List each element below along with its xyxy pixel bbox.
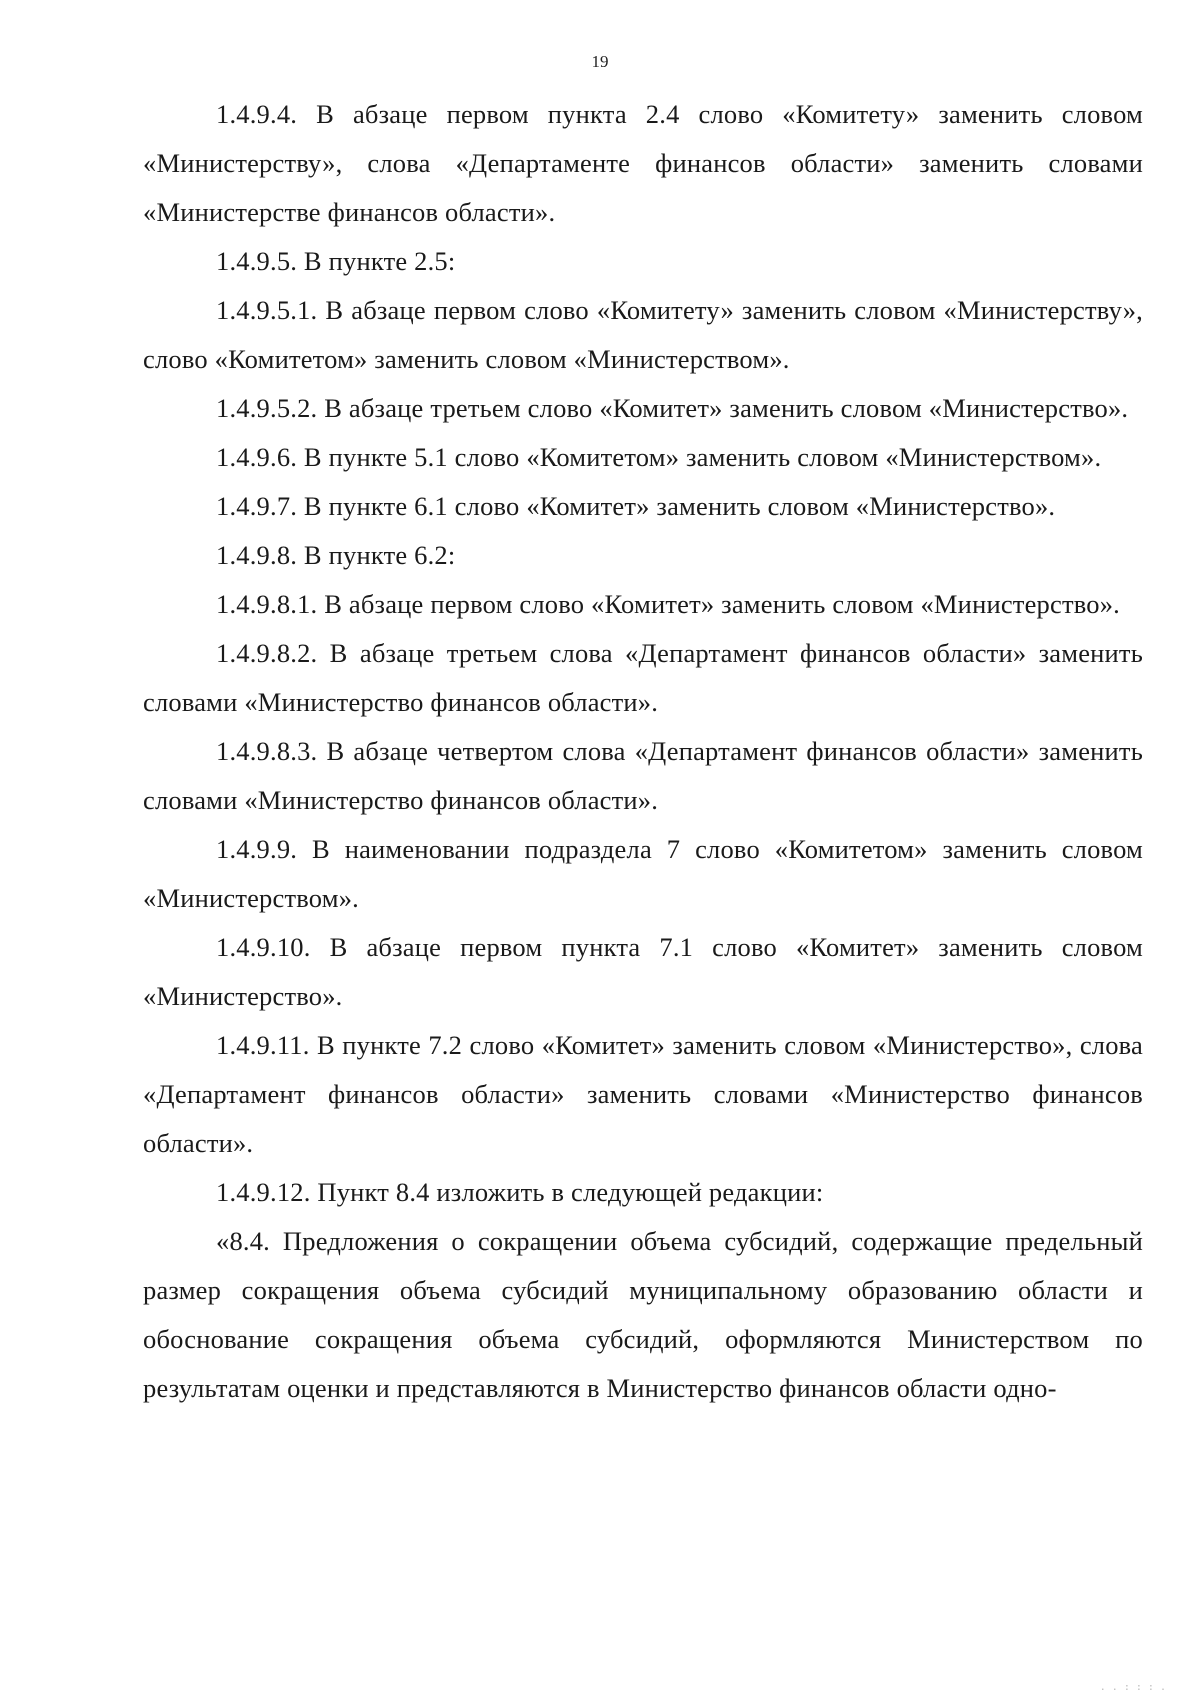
page-number: 19 [591, 52, 609, 71]
paragraph-1-4-9-5-2: 1.4.9.5.2. В абзаце третьем слово «Комитет» заменить словом «Министерство». [216, 393, 1129, 423]
scan-artifact: . . : : : . [1099, 1682, 1166, 1693]
paragraph-1-4-9-8-1: 1.4.9.8.1. В абзаце первом слово «Комитет» заменить словом «Министерство». [216, 589, 1120, 619]
paragraph-1-4-9-9: 1.4.9.9. В наименовании подраздела 7 слово «Комитетом» заменить словом «Министерством». [143, 834, 1143, 913]
paragraph-1-4-9-8-3: 1.4.9.8.3. В абзаце четвертом слова «Департамент финансов области» заменить словами «Министерство финансов области». [143, 736, 1143, 815]
paragraph-1-4-9-8: 1.4.9.8. В пункте 6.2: [216, 540, 456, 570]
paragraph-1-4-9-10: 1.4.9.10. В абзаце первом пункта 7.1 слово «Комитет» заменить словом «Министерство». [143, 932, 1143, 1011]
paragraph-1-4-9-12: 1.4.9.12. Пункт 8.4 изложить в следующей редакции: [216, 1177, 824, 1207]
paragraph-1-4-9-7: 1.4.9.7. В пункте 6.1 слово «Комитет» заменить словом «Министерство». [216, 491, 1056, 521]
paragraph-1-4-9-5: 1.4.9.5. В пункте 2.5: [216, 246, 456, 276]
paragraph-1-4-9-11: 1.4.9.11. В пункте 7.2 слово «Комитет» заменить словом «Министерство», слова «Департамент финансов области» заменить словами «Министерство финансов области». [143, 1030, 1143, 1158]
paragraph-1-4-9-6: 1.4.9.6. В пункте 5.1 слово «Комитетом» заменить словом «Министерством». [216, 442, 1102, 472]
document-body [143, 90, 1143, 1413]
paragraph-1-4-9-5-1: 1.4.9.5.1. В абзаце первом слово «Комитету» заменить словом «Министерству», слово «Комитетом» заменить словом «Министерством». [143, 295, 1143, 374]
paragraph-8-4-quote: «8.4. Предложения о сокращении объема субсидий, содержащие предельный размер сокращения объема субсидий муниципальному образованию области и обоснование сокращения объема субсидий, оформляются Министерством по результатам оценки и представляются в Министерство финансов области одно- [143, 1226, 1143, 1403]
paragraph-1-4-9-4: 1.4.9.4. В абзаце первом пункта 2.4 слово «Комитету» заменить словом «Министерству», слова «Департаменте финансов области» заменить словами «Министерстве финансов области». [143, 99, 1143, 227]
paragraph-1-4-9-8-2: 1.4.9.8.2. В абзаце третьем слова «Департамент финансов области» заменить словами «Министерство финансов области». [143, 638, 1143, 717]
